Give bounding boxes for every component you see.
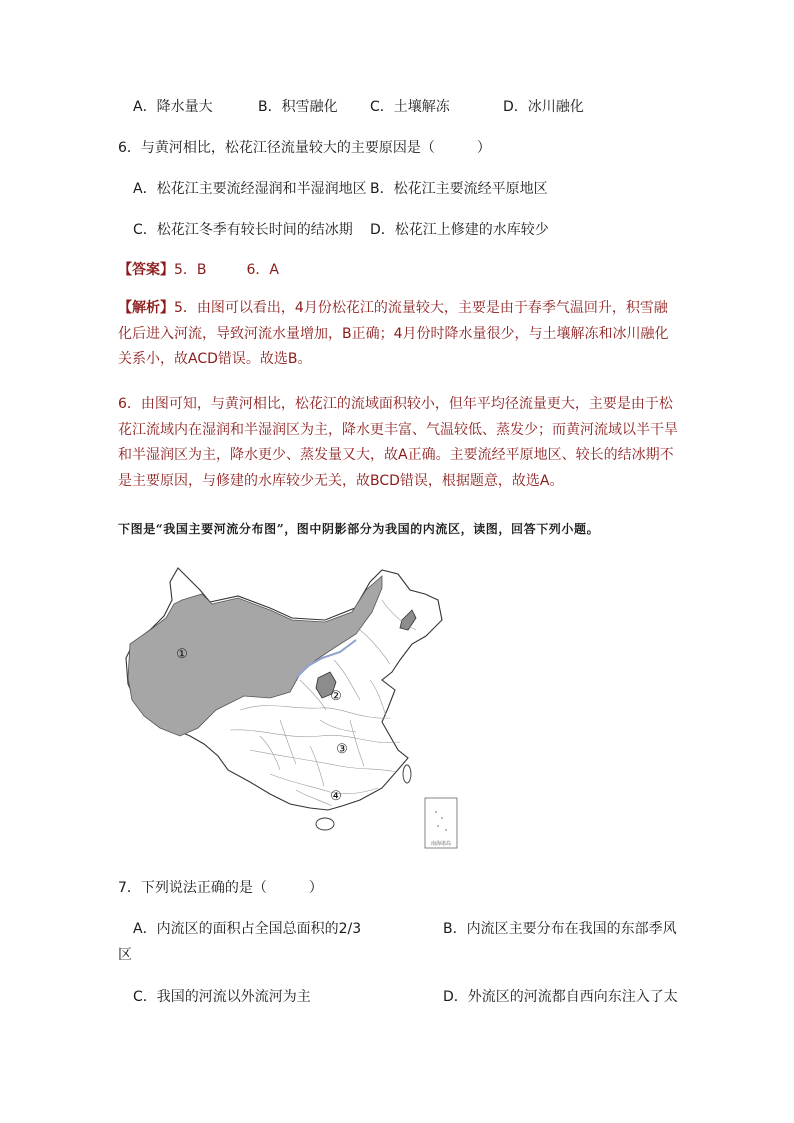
label-1: ①	[176, 646, 188, 661]
q5-option-b: B．积雪融化	[258, 99, 338, 115]
q6-stem: 6．与黄河相比，松花江径流量较大的主要原因是（ ）	[118, 140, 491, 156]
label-2: ②	[330, 688, 342, 703]
q7-stem: 7．下列说法正确的是（ ）	[118, 880, 323, 896]
label-4: ④	[330, 788, 342, 803]
inset-caption: 南海诸岛	[430, 842, 452, 847]
q7-option-a: A．内流区的面积占全国总面积的2/3	[133, 921, 362, 937]
answer-line	[118, 259, 279, 279]
taiwan-island	[403, 765, 411, 783]
q7-option-c: C．我国的河流以外流河为主	[133, 989, 311, 1005]
q7-option-b: B．内流区主要分布在我国的东部季风	[443, 921, 677, 937]
analysis-tag: 【解析】	[118, 300, 174, 316]
q6-option-b: B．松花江主要流经平原地区	[370, 181, 548, 197]
q7-option-d: D．外流区的河流都自西向东注入了太	[443, 989, 678, 1005]
q6-option-d: D．松花江上修建的水库较少	[370, 222, 549, 238]
analysis-q5: 【解析】5．由图可以看出，4月份松花江的流量较大，主要是由于春季气温回升，积雪融 化后进入河流，导致河流水量增加，B正确；4月份时降水量很少，与土壤解冻和冰川融化 关系小，故ACD错误。故选B。	[118, 300, 669, 367]
q7-option-b-cont: 区	[118, 947, 132, 963]
map-intro: 下图是“我国主要河流分布图”，图中阴影部分为我国的内流区，读图，回答下列小题。	[118, 522, 600, 536]
hainan-island	[316, 818, 334, 830]
label-3: ③	[336, 741, 348, 756]
q5-option-a: A．降水量大	[133, 99, 213, 115]
answer-q5: 5．B	[174, 262, 207, 278]
q6-option-c: C．松花江冬季有较长时间的结冰期	[133, 222, 353, 238]
answer-tag: 【答案】	[118, 262, 174, 278]
south-sea-inset	[425, 798, 457, 848]
answer-q6: 6．A	[246, 262, 279, 278]
china-rivers-map	[120, 560, 465, 850]
q5-option-d: D．冰川融化	[503, 99, 584, 115]
q5-option-c: C．土壤解冻	[370, 99, 450, 115]
analysis-q6: 6．由图可知，与黄河相比，松花江的流域面积较小，但年平均径流量更大，主要是由于松 花江流域内在湿润和半湿润区为主，降水更丰富、气温较低、蒸发少；而黄河流域以半干旱 和半湿润区为主，降水更少、蒸发量又大，故A正确。主要流经平原地区、较长的结冰期不 是主要原因，与修建的水库较少无关，故BCD错误，根据题意，故选A。	[118, 396, 678, 489]
q6-option-a: A．松花江主要流经湿润和半湿润地区	[133, 181, 367, 197]
